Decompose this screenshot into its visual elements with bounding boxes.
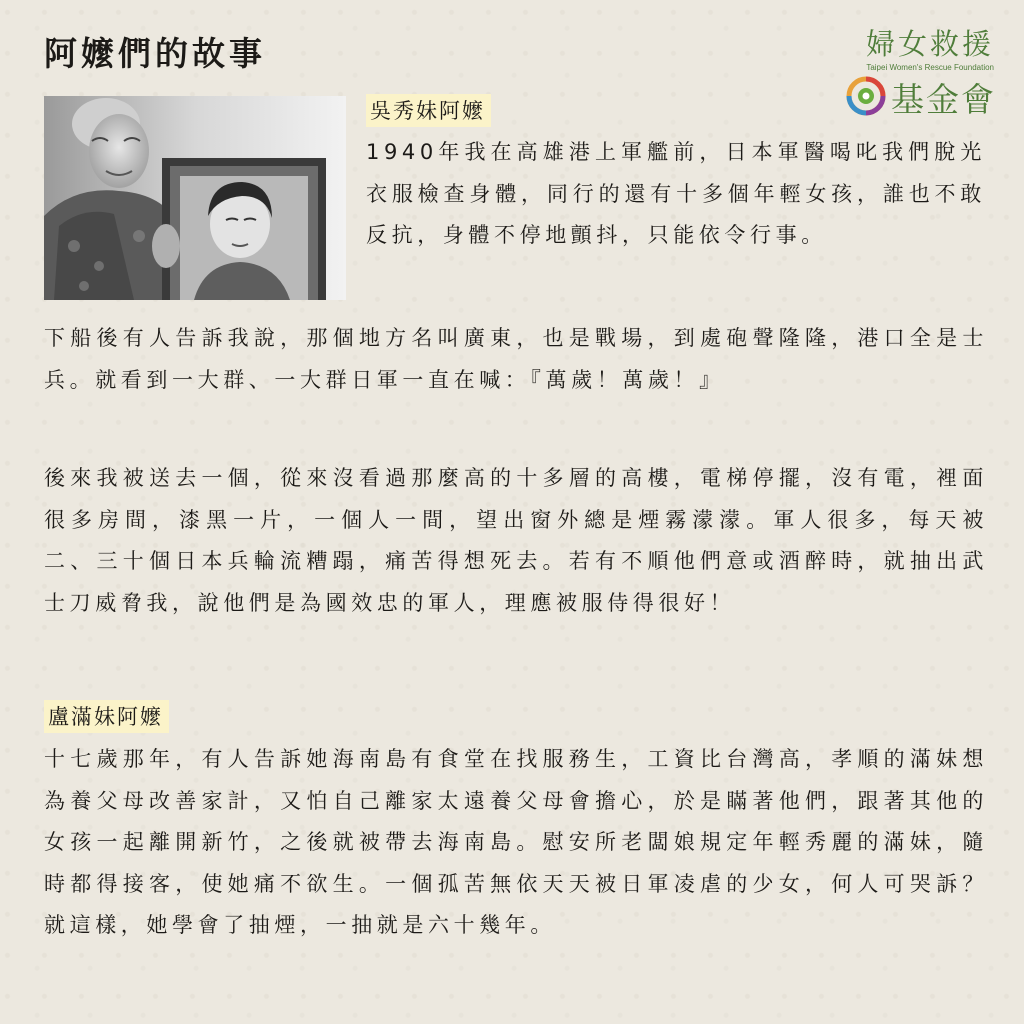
story-name-wu-xiumei: 吳秀妹阿嬤 bbox=[366, 94, 491, 127]
logo-text-bottom: 基金會 bbox=[891, 80, 996, 119]
story-paragraph: 十七歲那年，有人告訴她海南島有食堂在找服務生，工資比台灣高，孝順的滿妹想為養父母改善家計，又怕自己離家太遠養父母會擔心，於是瞞著他們，跟著其他的女孩一起離開新竹，之後就被帶去海南島。慰安所老闆娘規定年輕秀麗的滿妹，隨時都得接客，使她痛不欲生。一個孤苦無依天天被日軍凌虐的少女，何人可哭訴？就這樣，她學會了抽煙，一抽就是六十幾年。 bbox=[44, 747, 988, 937]
logo-emblem-icon bbox=[846, 76, 886, 116]
logo-text-top: 婦女救援 bbox=[865, 27, 994, 61]
page-title: 阿嬤們的故事 bbox=[44, 34, 266, 73]
story-paragraph: 後來我被送去一個，從來沒看過那麼高的十多層的高樓，電梯停擺，沒有電，裡面很多房間，漆黑一片，一個人一間，望出窗外總是煙霧濛濛。軍人很多，每天被二、三十個日本兵輪流糟蹋，痛苦得想死去。若有不順他們意或酒醉時，就抽出武士刀威脅我，說他們是為國效忠的軍人，理應被服侍得很好！ bbox=[44, 466, 988, 615]
foundation-logo bbox=[842, 22, 1002, 122]
story-name-lu-manmei: 盧滿妹阿嬤 bbox=[44, 700, 169, 733]
logo-english-name: Taipei Women's Rescue Foundation bbox=[866, 63, 994, 72]
story-paragraph: 1940年我在高雄港上軍艦前，日本軍醫喝叱我們脫光衣服檢查身體，同行的還有十多個年輕女孩，誰也不敢反抗，身體不停地顫抖，只能依令行事。 bbox=[366, 140, 986, 247]
grandmother-photo bbox=[44, 96, 346, 300]
story-paragraph: 下船後有人告訴我說，那個地方名叫廣東，也是戰場，到處砲聲隆隆，港口全是士兵。就看到一大群、一大群日軍一直在喊：『萬歲！萬歲！』 bbox=[44, 326, 988, 392]
